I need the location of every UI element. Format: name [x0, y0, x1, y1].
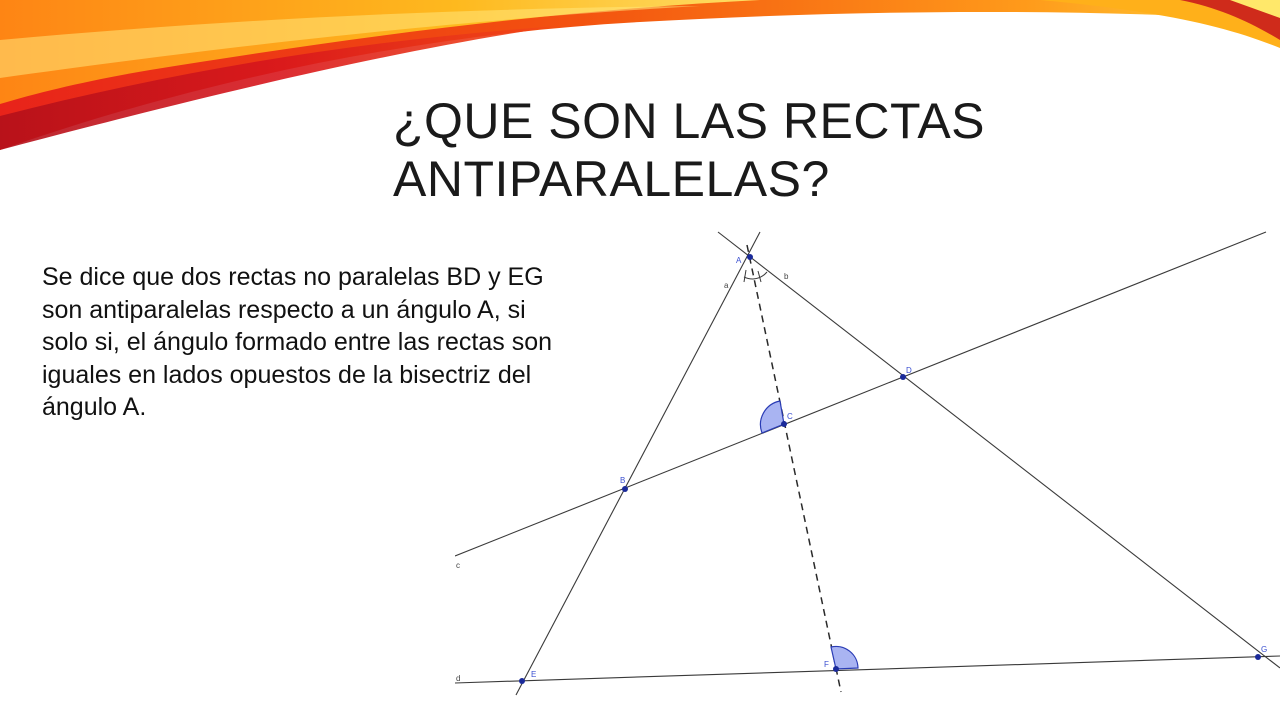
line-b: [718, 232, 1280, 668]
line-label-c: c: [456, 561, 460, 570]
point-g: [1255, 654, 1261, 660]
line-label-a: a: [724, 281, 729, 290]
angle-sector-f: [831, 646, 858, 669]
angle-tick-a-left: [744, 270, 746, 282]
angle-sector-c: [760, 401, 784, 433]
line-d: [455, 656, 1280, 683]
point-label-c: C: [787, 412, 793, 421]
line-a: [516, 232, 760, 695]
point-f: [833, 666, 839, 672]
point-label-d: D: [906, 366, 912, 375]
antiparallel-lines-diagram: [455, 225, 1280, 720]
line-label-d: d: [456, 674, 461, 683]
point-label-g: G: [1261, 645, 1268, 654]
point-label-e: E: [531, 670, 537, 679]
point-c: [781, 421, 787, 427]
line-label-b: b: [784, 272, 789, 281]
bisector-dashed-line: [747, 245, 841, 692]
slide-title: ¿QUE SON LAS RECTAS ANTIPARALELAS?: [393, 93, 986, 207]
point-b: [622, 486, 628, 492]
point-a: [747, 254, 753, 260]
point-e: [519, 678, 525, 684]
point-label-f: F: [824, 660, 829, 669]
line-c: [455, 232, 1266, 556]
point-label-a: A: [736, 256, 742, 265]
definition-paragraph: Se dice que dos rectas no paralelas BD y EG son antiparalelas respecto a un ángulo A, si solo si, el ángulo formado entre las rectas son iguales en lados opuestos de la bisectriz del ángulo A.: [42, 263, 552, 421]
point-label-b: B: [620, 476, 626, 485]
angle-tick-a-right: [758, 271, 761, 282]
angle-arc-a-left: [744, 277, 753, 279]
